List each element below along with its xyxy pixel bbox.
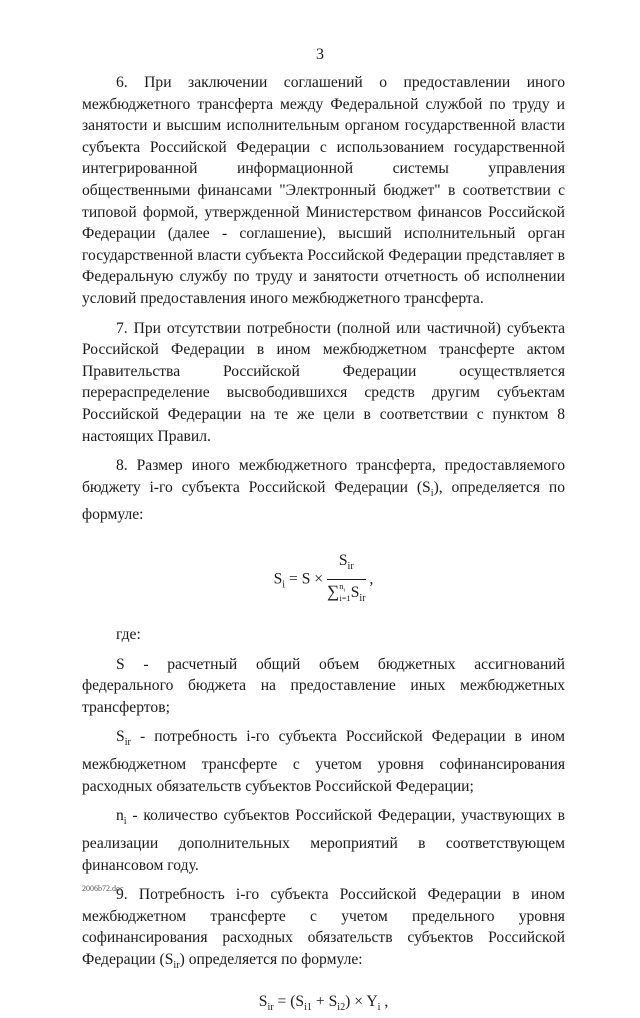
formula-sir: $S_{ir} = (S_{i1} + S_{i2}) \times Y_i$ , xyxy=(258,992,389,1013)
paragraph-6: 6. При заключении соглашений о предоставлении иного межбюджетного трансферта между Федеральной службой по труду и занятости и высшим исполнительным органом государственной власти субъекта Российской Федерации с использованием государственной интегрированной информационной системы управления общественными финансами "Электронный бюджет" в соответствии с типовой формой, утвержденной Министерством финансов Российской Федерации (далее - соглашение), высший исполнительный орган государственной власти субъекта Российской Федерации представляет в Федеральную службу по труду и занятости отчетность об исполнении условий предоставления иного межбюджетного трансферта. xyxy=(82,74,565,307)
paragraph-8 xyxy=(82,455,565,526)
paragraph-7: 7. При отсутствии потребности (полной или частичной) субъекта Российской Федерации в ином межбюджетном трансферте актом Правительства Российской Федерации осуществляется перераспределение высвободившихся средств другим субъектам Российской Федерации на те же цели в соответствии с пунктом 8 настоящих Правил. xyxy=(82,319,565,445)
paragraph-8-start: 8. Размер иного межбюджетного трансферта, предоставляемого бюджету i-го субъекта Российской Федерации (S xyxy=(82,457,565,496)
formula-fraction: $S_{ir}$ $\sum n_i$ $i=1S_{ir}$ xyxy=(326,551,366,604)
definition-s: S - расчетный общий объем бюджетных ассигнований федерального бюджета на предоставление иных межбюджетных трансфертов; xyxy=(82,655,565,716)
formula-si: $S_i = S$ × $S_{ir}$ $\sum n_i$ $i=1S_{ir}$ , xyxy=(82,550,565,596)
document-body xyxy=(82,72,565,1015)
paragraph-8-end: ), определяется по формуле: xyxy=(82,478,565,524)
where-label: где: xyxy=(116,625,141,643)
page-number: 3 xyxy=(316,46,324,63)
definition-ni: $n_i$ - количество субъектов Российской Федерации, участвующих в реализации дополнительных мероприятий в соответствующем финансовом году. xyxy=(82,807,565,874)
paragraph-8-subscript: i xyxy=(430,487,434,499)
file-name-footer: 2006b72.doc xyxy=(82,884,124,893)
paragraph-9: 9. Потребность i-го субъекта Российской Федерации в ином межбюджетном трансферте с учетом предельного уровня софинансирования расходных обязательств субъектов Российской Федерации $(S_{ir})$ определяется по формуле: xyxy=(82,886,565,972)
definition-sir: $S_{ir}$ - потребность i-го субъекта Российской Федерации в ином межбюджетном трансферте с учетом уровня софинансирования расходных обязательств субъектов Российской Федерации; xyxy=(82,728,565,795)
